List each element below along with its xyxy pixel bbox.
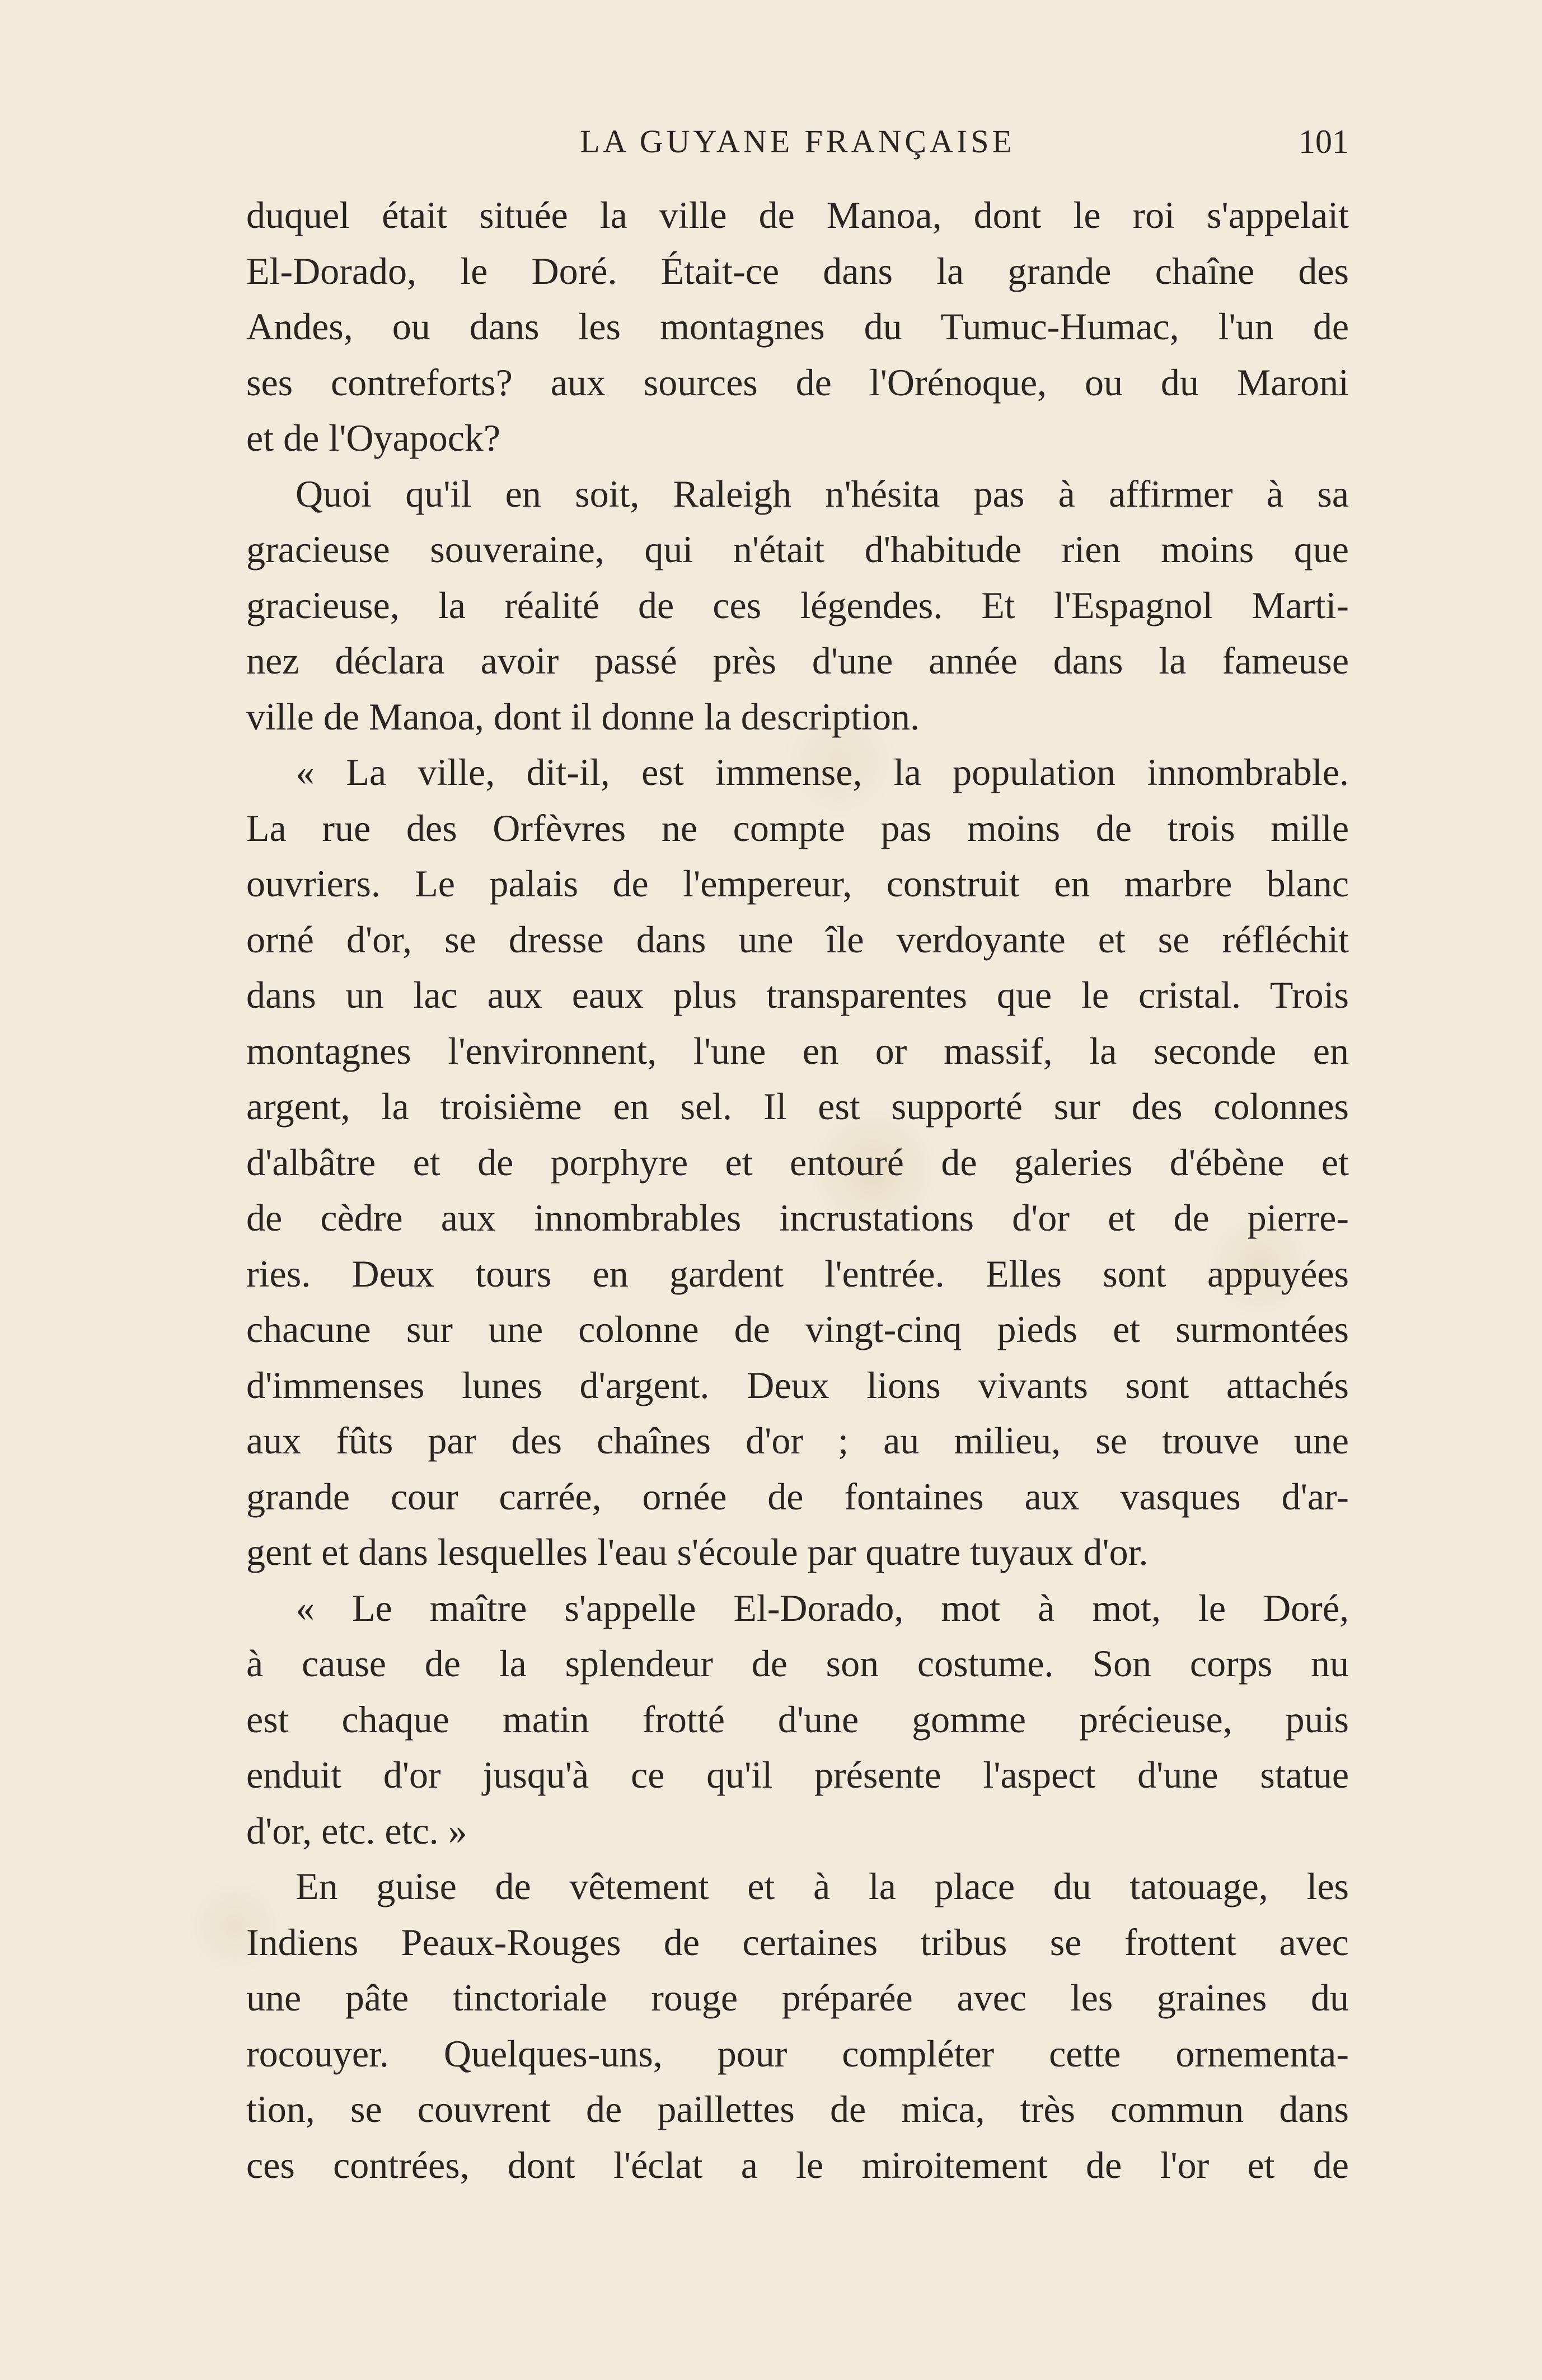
text-line: duquel était située la ville de Manoa, dont le roi s'appelait	[246, 194, 1349, 236]
text-line: à cause de la splendeur de son costume. Son corps nu	[246, 1642, 1349, 1685]
text-line: aux fûts par des chaînes d'or ; au milieu, se trouve une	[246, 1419, 1349, 1462]
paragraph-first-line: En guise de vêtement et à la place du tatouage, les	[296, 1865, 1349, 1907]
page-number: 101	[1299, 123, 1349, 160]
text-line: argent, la troisième en sel. Il est supporté sur des colonnes	[246, 1085, 1349, 1128]
running-head	[246, 122, 1349, 161]
paragraph-first-line: « La ville, dit-il, est immense, la population innombrable.	[296, 751, 1349, 793]
text-line: nez déclara avoir passé près d'une année dans la fameuse	[246, 639, 1349, 682]
text-line: ries. Deux tours en gardent l'entrée. Elles sont appuyées	[246, 1252, 1349, 1295]
text-line: ouvriers. Le palais de l'empereur, construit en marbre blanc	[246, 862, 1349, 905]
text-line: gent et dans lesquelles l'eau s'écoule par quatre tuyaux d'or.	[246, 1531, 1149, 1573]
text-line: d'albâtre et de porphyre et entouré de galeries d'ébène et	[246, 1140, 1349, 1184]
text-line: de cèdre aux innombrables incrustations d'or et de pierre-	[246, 1196, 1349, 1239]
text-line: d'or, etc. etc. »	[246, 1809, 467, 1852]
paragraph-first-line: Quoi qu'il en soit, Raleigh n'hésita pas à affirmer à sa	[296, 472, 1349, 515]
text-line: est chaque matin frotté d'une gomme précieuse, puis	[246, 1698, 1349, 1741]
body-text	[246, 188, 1349, 2193]
text-line: rocouyer. Quelques-uns, pour compléter cette ornementa-	[246, 2032, 1349, 2075]
text-line: tion, se couvrent de paillettes de mica, très commun dans	[246, 2088, 1349, 2130]
running-title: LA GUYANE FRANÇAISE	[580, 123, 1015, 160]
text-line: ville de Manoa, dont il donne la description.	[246, 695, 920, 738]
text-line: grande cour carrée, ornée de fontaines aux vasques d'ar-	[246, 1475, 1349, 1518]
text-line: gracieuse, la réalité de ces légendes. Et l'Espagnol Marti-	[246, 583, 1349, 626]
text-line: gracieuse souveraine, qui n'était d'habitude rien moins que	[246, 528, 1349, 571]
paragraph-first-line: « Le maître s'appelle El-Dorado, mot à mot, le Doré,	[296, 1586, 1349, 1629]
text-line: orné d'or, se dresse dans une île verdoyante et se réfléchit	[246, 918, 1349, 961]
text-line: d'immenses lunes d'argent. Deux lions vivants sont attachés	[246, 1363, 1349, 1406]
text-line: ses contreforts? aux sources de l'Orénoque, ou du Maroni	[246, 361, 1349, 404]
text-line: La rue des Orfèvres ne compte pas moins de trois mille	[246, 806, 1349, 849]
text-line: ces contrées, dont l'éclat a le miroitement de l'or et de	[246, 2143, 1349, 2186]
text-line: montagnes l'environnent, l'une en or massif, la seconde en	[246, 1029, 1349, 1072]
text-line: et de l'Oyapock?	[246, 417, 501, 459]
text-line: une pâte tinctoriale rouge préparée avec les graines du	[246, 1976, 1349, 2019]
text-line: enduit d'or jusqu'à ce qu'il présente l'aspect d'une statue	[246, 1754, 1349, 1796]
text-line: El-Dorado, le Doré. Était-ce dans la grande chaîne des	[246, 249, 1349, 292]
text-line: Indiens Peaux-Rouges de certaines tribus se frottent avec	[246, 1920, 1349, 1963]
text-line: chacune sur une colonne de vingt-cinq pieds et surmontées	[246, 1308, 1349, 1350]
text-line: Andes, ou dans les montagnes du Tumuc-Humac, l'un de	[246, 305, 1349, 348]
text-line: dans un lac aux eaux plus transparentes que le cristal. Trois	[246, 974, 1349, 1016]
